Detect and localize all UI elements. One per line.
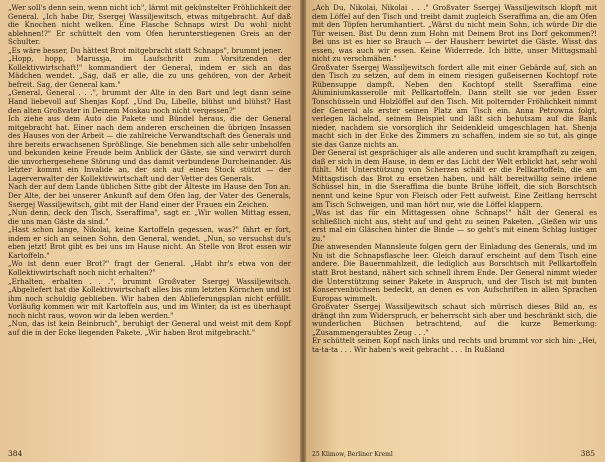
- paragraph: Der General ist gesprächiger als alle anderen und sucht krampfhaft zu zeigen, daß er sich in dem Hause, in dem er das Licht der Welt erblickt hat, sehr wohl fühlt. Mit Unterstützung von Scherzen schält er die Pellkartoffeln, die am Mittagstisch das Brot zu ersetzen haben, und hält bereitwillig seine irdene Schüssel hin, in die Sseraffima die bunte Brühe löffelt, die sich Borschtsch nennt und keine Spur von Fleisch oder Fett aufweist. Eine Zeitlang herrscht am Tisch Schweigen, und man hört nur, wie die Löffel klappern.: [312, 148, 597, 209]
- paragraph: „Hast schon lange, Nikolai, keine Kartoffeln gegessen, was?" fährt er fort, indem er sich an seinen Sohn, den General, wendet. „Nun, so versuchst du's eben jetzt! Brot gibt es bei uns im Hause nicht. An Stelle von Brot essen wir Kartoffeln.": [8, 225, 291, 260]
- left-page-number: 384: [8, 449, 23, 458]
- paragraph: „Erhalten, erhalten . . .", brummt Großvater Ssergej Wassiljewitsch. „Abgeliefert hat die Kollektivwirtschaft alles bis zum letzten Körnchen und ist ihm noch schuldig geblieben. Wir haben den Ablieferungsplan nicht erfüllt. Vorläufig kommen wir mit Kartoffeln aus, und im Winter, da ist es überhaupt noch nicht raus, wovon wir da leben werden.": [8, 276, 291, 320]
- paragraph: „Was ist das für ein Mittagessen ohne Schnaps!" hält der General es schließlich nicht aus, steht auf und geht zu seinen Paketen. „Gießen wir uns erst mal ein Gläschen hinter die Binde — so geht's mit einem Schlag lustiger zu.": [312, 208, 597, 243]
- paragraph: „General, General . . .", brummt der Alte in den Bart und legt dann seine Hand liebevoll auf Shenjas Kopf. „Und Du, Libelle, blühst und blühst? Hast den alten Großvater in Deinem Moskau noch nicht vergessen?": [8, 88, 291, 115]
- left-page: [0, 0, 302, 462]
- paragraph: „Nun, das ist kein Beinbruch", beruhigt der General und weist mit dem Kopf auf die in der Ecke liegenden Pakete. „Wir haben Brot mitgebracht.": [8, 319, 291, 337]
- right-page: [302, 0, 605, 462]
- paragraph: „Hopp, hopp, Marussja, im Laufschritt zum Vorsitzenden der Kollektivwirtschaft!" kommandiert der General, indem er sich an das Mädchen wendet. „Sag, daß er alle, die zu uns gehören, von der Arbeit befreit. Sag, der General kam.": [8, 54, 291, 89]
- paragraph: Ich ziehe aus dem Auto die Pakete und Bündel heraus, die der General mitgebracht hat. Einer nach dem anderen erscheinen die übrigen Insassen des Hauses von der Arbeit — die zahlreiche Verwandtschaft des Generals und ihre bereits erwachsenen Sprößlinge. Sie benehmen sich alle sehr unbeholfen und bekunden keine Freude beim Anblick der Gäste, sie sind verwirrt durch die unvorhergesehene Störung und das damit verbundene Durcheinander. Als letzter kommt ein Invalide an, der sich auf einen Stock stützt — der Lagerverwalter der Kollektivwirtschaft und der Vetter des Generals.: [8, 114, 291, 183]
- paragraph: Großvater Ssergej Wassiljewitsch schaut sich mürrisch dieses Bild an, es drängt ihn zum Widerspruch, er beherrscht sich aber und beschränkt sich, die wunderlichen Büchsen betrachtend, auf die kurze Bemerkung: „Zusammengeraubtes Zeug . . .": [312, 302, 597, 337]
- paragraph: „Wer soll's denn sein, wenn nicht ich", lärmt mit gekünstelter Fröhlichkeit der General. „Ich habe Dir, Ssergej Wassiljewitsch, etwas mitgebracht. Auf daß die Knochen nicht welken. Eine Flasche Schnaps wirst Du wohl nicht ablehnen!?" Er schüttelt den vom Ofen herunterstiegenen Greis an der Schulter.: [8, 3, 291, 47]
- paragraph: „Ach Du, Nikolai, Nikolai . . ." Großvater Ssergej Wassiljewitsch klopft mit dem Löffel auf den Tisch und treibt damit zugleich Sseraffima an, die am Ofen mit den Töpfen herumhantiert. „Wärst du nicht mein Sohn, ich würde Dir die Tür weisen. Bist Du denn zum Hohn mit Deinem Brot ins Dorf gekommen?! Bei uns ist es hier so Brauch — der Hausherr bewirtet die Gäste. Wisst das essen, was auch wir essen. Keine Widerrede. Ich bitte, unser Mittagsmahl nicht zu verschmähen.": [312, 3, 597, 64]
- right-page-text: [312, 4, 597, 354]
- left-page-text: [8, 4, 291, 337]
- book-gutter: [300, 0, 306, 462]
- paragraph: Die anwesenden Mannsleute folgen gern der Einladung des Generals, und im Nu ist die Schnapsflasche leer. Gleich darauf erscheint auf dem Tisch eine andere. Die Bauernmahlzeit, die lediglich aus Borschtsch mit Pellkartoffeln statt Brot bestand, nähert sich schnell ihrem Ende. Der General nimmt wieder die Unterstützung seiner Pakete in Anspruch, und der Tisch ist mit bunten Konservenbüchsen bedeckt, an denen es von Aufschriften in allen Sprachen Europas wimmelt.: [312, 242, 597, 303]
- paragraph: „Nun denn, deck den Tisch, Sseraffima", sagt er. „Wir wollen Mittag essen, die uns man Gäste da sind.": [8, 208, 291, 226]
- paragraph: Nach der auf dem Lande üblichen Sitte gibt der Älteste im Hause den Ton an. Der Alte, der bei unserer Ankunft auf dem Ofen lag, der Vater des Generals, Ssergej Wassiljewitsch, gibt mit der Hand einer der Frauen ein Zeichen.: [8, 182, 291, 209]
- paragraph: „Es wäre besser, Du hättest Brot mitgebracht statt Schnaps", brummt jener.: [8, 45, 283, 55]
- paragraph: Er schüttelt seinen Kopf nach links und rechts und brummt vor sich hin: „Hei, ta-ta-ta . . . Wir haben's weit gebracht . . . In Rußland: [312, 336, 597, 354]
- right-page-number: 385: [580, 449, 595, 458]
- paragraph: „Wo ist denn euer Brot?" fragt der General. „Habt ihr's etwa von der Kollektivwirtschaft noch nicht erhalten?": [8, 259, 291, 277]
- signature-mark: 25 Klimow, Berliner Kreml: [312, 451, 393, 458]
- paragraph: Großvater Ssergej Wassiljewitsch fordert alle mit einer Gebärde auf, sich an den Tisch zu setzen, auf dem in einem riesigen gußeisernen Kochtopf rote Rübensuppe dampft. Neben den Kochtopf stellt Sseraffima eine Aluminiumkasserolle mit Pellkartoffeln. Dann stellt sie vor jeden Esser Tonschüsseln und Holzlöffel auf den Tisch. Mit polternder Fröhlichkeit nimmt der General als erster seinen Platz am Tisch ein. Anna Petrowna folgt, verlegen lächelnd, seinem Beispiel und läßt sich behutsam auf die Bank nieder, nachdem sie vorsorglich ihr Seidenkleid umgeschlagen hat. Shenja macht sich in der Ecke des Zimmers zu schaffen, indem sie so tut, als ginge sie das Ganze nichts an.: [312, 62, 597, 149]
